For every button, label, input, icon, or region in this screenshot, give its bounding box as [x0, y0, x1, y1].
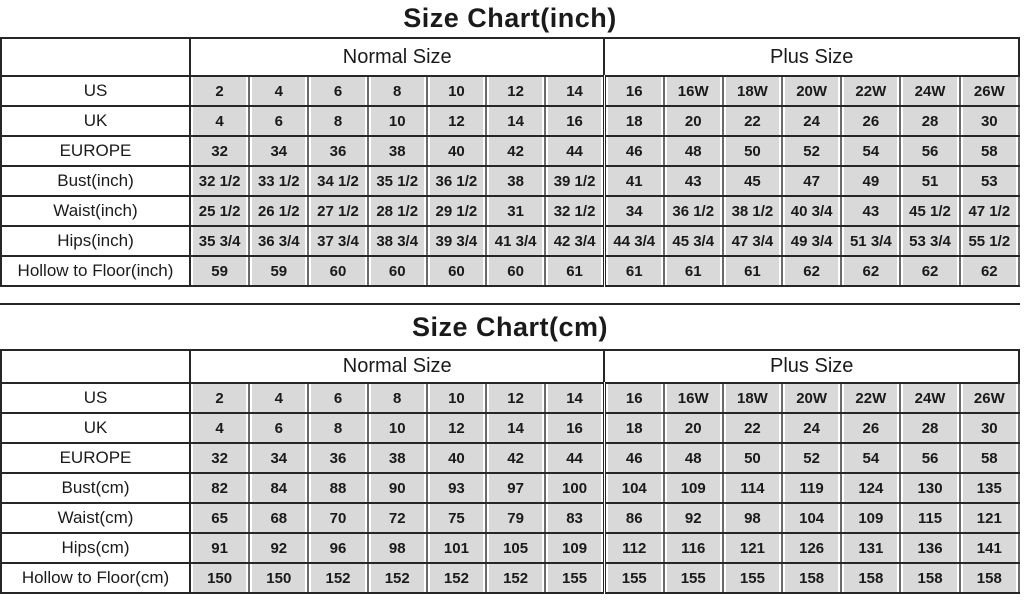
size-value-cell: 41 — [604, 166, 663, 196]
size-value-cell: 50 — [723, 136, 782, 166]
size-value-cell: 37 3/4 — [308, 226, 367, 256]
size-value-cell: 97 — [486, 473, 545, 503]
size-table — [0, 349, 1020, 594]
size-value-cell: 24 — [782, 106, 841, 136]
size-chart-cm-section — [0, 303, 1020, 594]
size-value-cell: 155 — [723, 563, 782, 593]
size-value-cell: 10 — [427, 383, 486, 413]
size-value-cell: 36 — [308, 443, 367, 473]
size-value-cell: 52 — [782, 136, 841, 166]
table-row — [1, 76, 1019, 106]
size-value-cell: 51 — [900, 166, 959, 196]
size-value-cell: 20W — [782, 383, 841, 413]
size-value-cell: 6 — [308, 76, 367, 106]
size-chart-cm-table — [0, 349, 1020, 594]
size-value-cell: 20 — [664, 106, 723, 136]
size-value-cell: 8 — [308, 413, 367, 443]
size-value-cell: 8 — [368, 383, 427, 413]
size-value-cell: 6 — [249, 413, 308, 443]
size-value-cell: 26W — [960, 76, 1019, 106]
size-value-cell: 100 — [545, 473, 604, 503]
row-label-cell: UK — [1, 413, 190, 443]
size-value-cell: 42 3/4 — [545, 226, 604, 256]
size-value-cell: 29 1/2 — [427, 196, 486, 226]
size-value-cell: 60 — [368, 256, 427, 286]
row-label-cell: US — [1, 383, 190, 413]
size-value-cell: 62 — [841, 256, 900, 286]
table-row — [1, 503, 1019, 533]
size-value-cell: 27 1/2 — [308, 196, 367, 226]
size-value-cell: 54 — [841, 136, 900, 166]
size-value-cell: 141 — [960, 533, 1019, 563]
size-value-cell: 10 — [368, 106, 427, 136]
table-row — [1, 473, 1019, 503]
size-value-cell: 35 3/4 — [190, 226, 249, 256]
size-value-cell: 6 — [308, 383, 367, 413]
size-value-cell: 26W — [960, 383, 1019, 413]
size-value-cell: 60 — [308, 256, 367, 286]
size-value-cell: 38 — [486, 166, 545, 196]
size-value-cell: 30 — [960, 106, 1019, 136]
size-chart-inch-title: Size Chart(inch) — [403, 3, 617, 33]
size-value-cell: 26 — [841, 413, 900, 443]
size-value-cell: 38 — [368, 136, 427, 166]
size-value-cell: 24W — [900, 383, 959, 413]
row-label-cell: Waist(inch) — [1, 196, 190, 226]
size-value-cell: 31 — [486, 196, 545, 226]
size-value-cell: 58 — [960, 443, 1019, 473]
size-chart-inch-table — [0, 37, 1020, 287]
size-value-cell: 75 — [427, 503, 486, 533]
size-value-cell: 43 — [664, 166, 723, 196]
size-value-cell: 25 1/2 — [190, 196, 249, 226]
size-value-cell: 70 — [308, 503, 367, 533]
table-row — [1, 563, 1019, 593]
size-value-cell: 112 — [604, 533, 663, 563]
row-label-cell: Hips(cm) — [1, 533, 190, 563]
group-header-cell: Plus Size — [604, 38, 1019, 76]
size-value-cell: 72 — [368, 503, 427, 533]
size-value-cell: 16W — [664, 76, 723, 106]
size-value-cell: 98 — [723, 503, 782, 533]
size-value-cell: 4 — [249, 383, 308, 413]
size-value-cell: 79 — [486, 503, 545, 533]
table-row — [1, 106, 1019, 136]
size-value-cell: 47 1/2 — [960, 196, 1019, 226]
size-value-cell: 40 — [427, 443, 486, 473]
size-value-cell: 39 1/2 — [545, 166, 604, 196]
size-value-cell: 16 — [604, 383, 663, 413]
size-value-cell: 49 — [841, 166, 900, 196]
size-value-cell: 18W — [723, 383, 782, 413]
size-value-cell: 124 — [841, 473, 900, 503]
size-value-cell: 47 — [782, 166, 841, 196]
row-label-cell: EUROPE — [1, 136, 190, 166]
size-value-cell: 126 — [782, 533, 841, 563]
size-value-cell: 44 3/4 — [604, 226, 663, 256]
size-value-cell: 115 — [900, 503, 959, 533]
size-value-cell: 101 — [427, 533, 486, 563]
size-value-cell: 158 — [900, 563, 959, 593]
size-value-cell: 36 1/2 — [664, 196, 723, 226]
size-value-cell: 155 — [664, 563, 723, 593]
size-value-cell: 4 — [190, 106, 249, 136]
size-value-cell: 20 — [664, 413, 723, 443]
size-value-cell: 18 — [604, 106, 663, 136]
size-value-cell: 150 — [249, 563, 308, 593]
size-value-cell: 61 — [545, 256, 604, 286]
size-value-cell: 22W — [841, 383, 900, 413]
size-value-cell: 53 — [960, 166, 1019, 196]
row-label-cell: Hollow to Floor(inch) — [1, 256, 190, 286]
table-row — [1, 166, 1019, 196]
size-value-cell: 62 — [782, 256, 841, 286]
table-row — [1, 196, 1019, 226]
group-header-cell: Normal Size — [190, 38, 604, 76]
size-value-cell: 40 — [427, 136, 486, 166]
size-value-cell: 12 — [486, 383, 545, 413]
size-value-cell: 62 — [900, 256, 959, 286]
size-value-cell: 52 — [782, 443, 841, 473]
size-value-cell: 14 — [545, 383, 604, 413]
size-value-cell: 121 — [723, 533, 782, 563]
size-value-cell: 8 — [308, 106, 367, 136]
size-value-cell: 28 — [900, 413, 959, 443]
size-value-cell: 82 — [190, 473, 249, 503]
size-value-cell: 38 — [368, 443, 427, 473]
size-value-cell: 65 — [190, 503, 249, 533]
size-value-cell: 2 — [190, 76, 249, 106]
size-value-cell: 119 — [782, 473, 841, 503]
table-row — [1, 413, 1019, 443]
size-value-cell: 62 — [960, 256, 1019, 286]
group-header-row — [1, 350, 1019, 383]
size-value-cell: 44 — [545, 136, 604, 166]
size-value-cell: 135 — [960, 473, 1019, 503]
size-value-cell: 32 — [190, 136, 249, 166]
size-value-cell: 109 — [841, 503, 900, 533]
size-value-cell: 46 — [604, 443, 663, 473]
size-value-cell: 16 — [545, 106, 604, 136]
size-value-cell: 55 1/2 — [960, 226, 1019, 256]
table-row — [1, 256, 1019, 286]
size-value-cell: 155 — [604, 563, 663, 593]
size-value-cell: 48 — [664, 136, 723, 166]
size-value-cell: 116 — [664, 533, 723, 563]
group-header-cell: Plus Size — [604, 350, 1019, 383]
size-value-cell: 49 3/4 — [782, 226, 841, 256]
size-value-cell: 16 — [604, 76, 663, 106]
size-value-cell: 59 — [190, 256, 249, 286]
corner-cell — [1, 350, 190, 383]
size-value-cell: 158 — [841, 563, 900, 593]
row-label-cell: EUROPE — [1, 443, 190, 473]
size-value-cell: 121 — [960, 503, 1019, 533]
size-value-cell: 33 1/2 — [249, 166, 308, 196]
size-value-cell: 150 — [190, 563, 249, 593]
size-value-cell: 88 — [308, 473, 367, 503]
size-value-cell: 109 — [664, 473, 723, 503]
table-row — [1, 226, 1019, 256]
size-value-cell: 109 — [545, 533, 604, 563]
size-value-cell: 58 — [960, 136, 1019, 166]
size-value-cell: 22 — [723, 106, 782, 136]
size-value-cell: 6 — [249, 106, 308, 136]
group-header-row — [1, 38, 1019, 76]
size-value-cell: 130 — [900, 473, 959, 503]
size-value-cell: 28 — [900, 106, 959, 136]
table-row — [1, 136, 1019, 166]
size-value-cell: 34 1/2 — [308, 166, 367, 196]
size-value-cell: 93 — [427, 473, 486, 503]
size-value-cell: 32 1/2 — [545, 196, 604, 226]
size-value-cell: 16 — [545, 413, 604, 443]
size-value-cell: 36 1/2 — [427, 166, 486, 196]
size-chart-inch-section — [0, 0, 1020, 287]
size-value-cell: 14 — [545, 76, 604, 106]
size-value-cell: 50 — [723, 443, 782, 473]
size-table — [0, 37, 1020, 287]
size-value-cell: 48 — [664, 443, 723, 473]
size-value-cell: 47 3/4 — [723, 226, 782, 256]
size-value-cell: 96 — [308, 533, 367, 563]
size-value-cell: 35 1/2 — [368, 166, 427, 196]
size-value-cell: 104 — [782, 503, 841, 533]
size-value-cell: 92 — [664, 503, 723, 533]
row-label-cell: Hollow to Floor(cm) — [1, 563, 190, 593]
size-value-cell: 46 — [604, 136, 663, 166]
size-value-cell: 83 — [545, 503, 604, 533]
size-value-cell: 14 — [486, 413, 545, 443]
size-value-cell: 12 — [427, 106, 486, 136]
size-value-cell: 34 — [604, 196, 663, 226]
size-value-cell: 59 — [249, 256, 308, 286]
size-value-cell: 41 3/4 — [486, 226, 545, 256]
size-value-cell: 44 — [545, 443, 604, 473]
size-value-cell: 24W — [900, 76, 959, 106]
size-value-cell: 16W — [664, 383, 723, 413]
size-value-cell: 26 — [841, 106, 900, 136]
table-row — [1, 533, 1019, 563]
size-value-cell: 114 — [723, 473, 782, 503]
size-value-cell: 14 — [486, 106, 545, 136]
size-value-cell: 36 3/4 — [249, 226, 308, 256]
size-value-cell: 24 — [782, 413, 841, 443]
size-value-cell: 136 — [900, 533, 959, 563]
size-value-cell: 28 1/2 — [368, 196, 427, 226]
size-value-cell: 26 1/2 — [249, 196, 308, 226]
size-value-cell: 30 — [960, 413, 1019, 443]
size-value-cell: 61 — [604, 256, 663, 286]
size-value-cell: 91 — [190, 533, 249, 563]
size-value-cell: 56 — [900, 136, 959, 166]
size-value-cell: 152 — [368, 563, 427, 593]
size-value-cell: 42 — [486, 443, 545, 473]
size-value-cell: 56 — [900, 443, 959, 473]
row-label-cell: UK — [1, 106, 190, 136]
size-value-cell: 18 — [604, 413, 663, 443]
size-value-cell: 61 — [723, 256, 782, 286]
size-value-cell: 84 — [249, 473, 308, 503]
row-label-cell: Bust(inch) — [1, 166, 190, 196]
size-value-cell: 60 — [427, 256, 486, 286]
row-label-cell: US — [1, 76, 190, 106]
corner-cell — [1, 38, 190, 76]
table-row — [1, 443, 1019, 473]
size-value-cell: 34 — [249, 136, 308, 166]
size-value-cell: 158 — [782, 563, 841, 593]
size-value-cell: 4 — [249, 76, 308, 106]
size-value-cell: 2 — [190, 383, 249, 413]
size-value-cell: 12 — [486, 76, 545, 106]
table-row — [1, 383, 1019, 413]
size-value-cell: 92 — [249, 533, 308, 563]
size-value-cell: 34 — [249, 443, 308, 473]
size-value-cell: 61 — [664, 256, 723, 286]
size-value-cell: 60 — [486, 256, 545, 286]
size-value-cell: 45 — [723, 166, 782, 196]
size-value-cell: 53 3/4 — [900, 226, 959, 256]
size-value-cell: 8 — [368, 76, 427, 106]
size-value-cell: 32 — [190, 443, 249, 473]
size-value-cell: 90 — [368, 473, 427, 503]
size-value-cell: 152 — [308, 563, 367, 593]
size-value-cell: 45 3/4 — [664, 226, 723, 256]
row-label-cell: Waist(cm) — [1, 503, 190, 533]
size-value-cell: 32 1/2 — [190, 166, 249, 196]
size-value-cell: 12 — [427, 413, 486, 443]
size-value-cell: 152 — [427, 563, 486, 593]
size-value-cell: 158 — [960, 563, 1019, 593]
size-value-cell: 20W — [782, 76, 841, 106]
size-value-cell: 68 — [249, 503, 308, 533]
size-value-cell: 18W — [723, 76, 782, 106]
size-value-cell: 38 1/2 — [723, 196, 782, 226]
size-value-cell: 4 — [190, 413, 249, 443]
size-value-cell: 152 — [486, 563, 545, 593]
size-value-cell: 38 3/4 — [368, 226, 427, 256]
size-value-cell: 42 — [486, 136, 545, 166]
size-value-cell: 22 — [723, 413, 782, 443]
size-value-cell: 51 3/4 — [841, 226, 900, 256]
size-value-cell: 40 3/4 — [782, 196, 841, 226]
size-value-cell: 45 1/2 — [900, 196, 959, 226]
size-value-cell: 104 — [604, 473, 663, 503]
size-value-cell: 43 — [841, 196, 900, 226]
size-value-cell: 36 — [308, 136, 367, 166]
group-header-cell: Normal Size — [190, 350, 604, 383]
size-value-cell: 131 — [841, 533, 900, 563]
size-value-cell: 54 — [841, 443, 900, 473]
size-value-cell: 39 3/4 — [427, 226, 486, 256]
size-value-cell: 105 — [486, 533, 545, 563]
size-value-cell: 22W — [841, 76, 900, 106]
row-label-cell: Hips(inch) — [1, 226, 190, 256]
size-value-cell: 10 — [368, 413, 427, 443]
size-value-cell: 98 — [368, 533, 427, 563]
size-chart-cm-title: Size Chart(cm) — [411, 312, 609, 342]
row-label-cell: Bust(cm) — [1, 473, 190, 503]
size-value-cell: 86 — [604, 503, 663, 533]
size-value-cell: 10 — [427, 76, 486, 106]
size-value-cell: 155 — [545, 563, 604, 593]
